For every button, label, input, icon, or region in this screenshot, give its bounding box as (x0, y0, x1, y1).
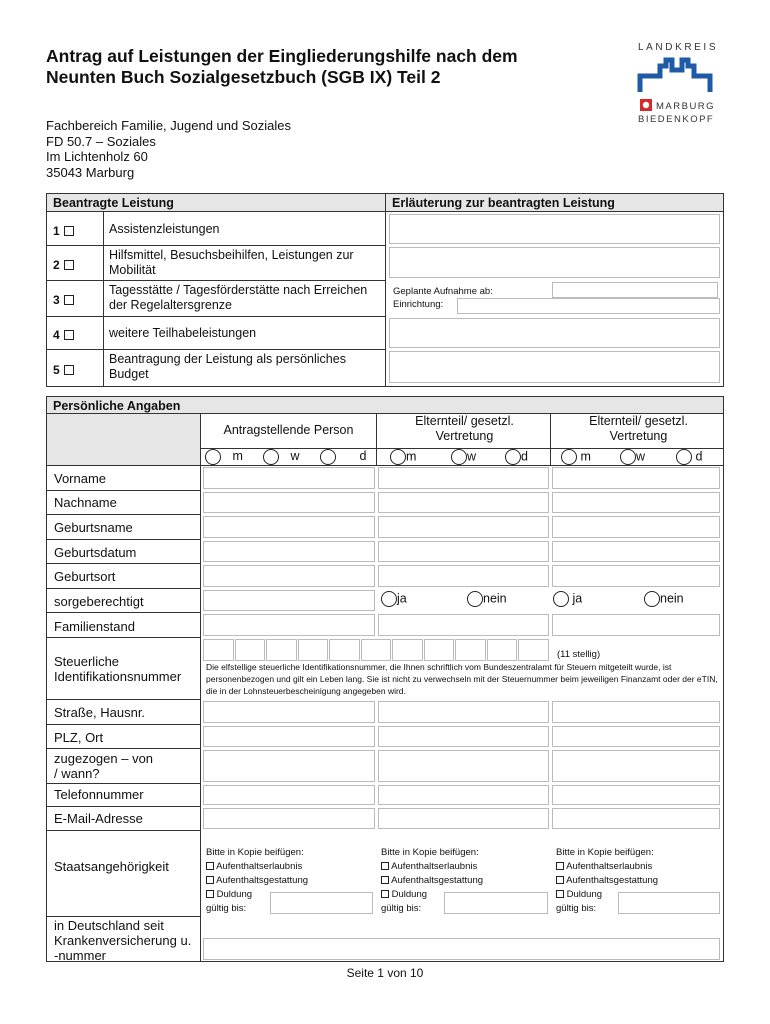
label-nachname: Nachname (54, 495, 117, 510)
geburtsort-input-2[interactable] (378, 565, 549, 587)
gender-label: m (406, 449, 417, 464)
radio[interactable] (644, 591, 660, 607)
logo-line1: MARBURG (656, 101, 716, 112)
email-input-1[interactable] (203, 808, 375, 829)
ja-label: ja (397, 591, 407, 606)
geburtsname-input-1[interactable] (203, 516, 375, 538)
leistung-table (46, 193, 724, 387)
ja-label: ja (572, 591, 583, 606)
gender-label: w (467, 449, 477, 464)
checkbox[interactable] (381, 890, 389, 898)
radio[interactable] (390, 449, 406, 465)
title-line-2: Neunten Buch Sozialgesetzbuch (SGB IX) Teil 2 (46, 67, 441, 87)
label-geburtsort: Geburtsort (54, 569, 116, 584)
label-geburtsdatum: Geburtsdatum (54, 545, 137, 560)
erlaeuterung-input-4[interactable] (389, 318, 720, 348)
leistung-row-5-label: Beantragung der Leistung als persönliches Budget (109, 352, 346, 381)
logo-top-text: LANDKREIS (638, 42, 719, 53)
digit-box[interactable] (518, 639, 549, 661)
sorge-ja-2[interactable] (381, 591, 407, 607)
aufenthaltserlaubnis-option[interactable] (206, 860, 308, 874)
leistung-header-left: Beantragte Leistung (47, 194, 385, 211)
plz-input-2[interactable] (378, 726, 549, 747)
logo-line2: BIEDENKOPF (638, 114, 715, 125)
vorname-input-1[interactable] (203, 467, 375, 489)
persoenlich-header: Persönliche Angaben (47, 397, 723, 413)
plz-input-1[interactable] (203, 726, 375, 747)
vorname-input-2[interactable] (378, 467, 549, 489)
strasse-input-2[interactable] (378, 701, 549, 723)
checkbox[interactable] (64, 365, 74, 375)
address-line: FD 50.7 – Soziales (46, 133, 156, 149)
email-input-3[interactable] (552, 808, 720, 829)
digit-box[interactable] (424, 639, 455, 661)
geburtsname-input-2[interactable] (378, 516, 549, 538)
gender-w-3[interactable] (620, 449, 645, 465)
address-block (46, 118, 291, 180)
stellig-hint: (11 stellig) (557, 649, 601, 660)
checkbox[interactable] (556, 890, 564, 898)
checkbox[interactable] (64, 226, 74, 236)
label-strasse: Straße, Hausnr. (54, 705, 146, 720)
col-elternteil-2: Elternteil/ gesetzl. Vertretung (589, 414, 688, 443)
leistung-row-1-label: Assistenzleistungen (109, 222, 220, 236)
geburtsort-input-1[interactable] (203, 565, 375, 587)
gender-label: m (232, 449, 243, 464)
nachname-input-3[interactable] (552, 492, 720, 513)
gueltig-input-2[interactable] (444, 892, 548, 914)
nachname-input-2[interactable] (378, 492, 549, 513)
digit-box[interactable] (392, 639, 423, 661)
gender-d-3[interactable] (676, 449, 702, 465)
leistung-header-right: Erläuterung zur beantragten Leistung (385, 194, 723, 211)
gender-d-1[interactable] (320, 449, 366, 465)
email-input-2[interactable] (378, 808, 549, 829)
strasse-input-3[interactable] (552, 701, 720, 723)
zugezogen-input-2[interactable] (378, 750, 549, 782)
nein-label: nein (660, 591, 684, 606)
sorge-nein-2[interactable] (467, 591, 507, 607)
gender-m-3[interactable] (561, 449, 591, 465)
checkbox[interactable] (64, 330, 74, 340)
gender-m-1[interactable] (205, 449, 243, 465)
geburtsdatum-input-3[interactable] (552, 541, 720, 562)
label-krankenversicherung: Krankenversicherung u. -nummer (54, 933, 192, 963)
aufenthaltserlaubnis-option[interactable] (556, 860, 658, 874)
row-number: 1 (53, 224, 60, 238)
radio[interactable] (451, 449, 467, 465)
title-line-1: Antrag auf Leistungen der Eingliederungshilfe nach dem (46, 46, 518, 66)
gender-label: m (580, 449, 591, 464)
gender-label: d (695, 449, 703, 464)
address-line: Fachbereich Familie, Jugend und Soziales (46, 118, 291, 133)
sorge-input-1[interactable] (203, 590, 375, 611)
geburtsort-input-3[interactable] (552, 565, 720, 587)
krankenversicherung-input[interactable] (203, 938, 720, 960)
gender-m-2[interactable] (390, 449, 416, 465)
digit-box[interactable] (235, 639, 266, 661)
aufenthaltserlaubnis-option[interactable] (381, 860, 483, 874)
checkbox[interactable] (64, 295, 74, 305)
leistung-row-5-check[interactable] (53, 361, 74, 379)
label-familienstand: Familienstand (54, 619, 135, 634)
familienstand-input-2[interactable] (378, 614, 549, 636)
label-geburtsname: Geburtsname (54, 520, 133, 535)
checkbox[interactable] (206, 890, 214, 898)
telefon-input-1[interactable] (203, 785, 375, 805)
kopie-label: Bitte in Kopie beifügen: (206, 847, 304, 858)
label-seit: in Deutschland seit (54, 918, 164, 933)
leistung-row-1-check[interactable] (53, 222, 74, 240)
label-email: E-Mail-Adresse (54, 811, 143, 826)
digit-box[interactable] (298, 639, 329, 661)
kopie-label: Bitte in Kopie beifügen: (381, 847, 479, 858)
option-label: Aufenthaltsgestattung (566, 875, 659, 886)
familienstand-input-3[interactable] (552, 614, 720, 636)
page-number: Seite 1 von 10 (346, 966, 424, 980)
label-plz-ort: PLZ, Ort (54, 730, 104, 745)
gueltig-label: gültig bis: (206, 903, 247, 914)
row-number: 5 (53, 363, 60, 377)
option-label: Aufenthaltsgestattung (391, 875, 484, 886)
steuer-id-boxes[interactable] (203, 639, 549, 661)
gueltig-input-1[interactable] (270, 892, 373, 914)
form-title (46, 46, 518, 88)
aufenthaltsgestattung-option[interactable] (206, 874, 308, 888)
einrichtung-label: Einrichtung: (393, 299, 444, 310)
leistung-row-2-check[interactable] (53, 256, 74, 274)
aufenthaltsgestattung-option[interactable] (381, 874, 483, 888)
telefon-input-2[interactable] (378, 785, 549, 805)
radio[interactable] (505, 449, 521, 465)
vorname-input-3[interactable] (552, 467, 720, 489)
label-sorgeberechtigt: sorgeberechtigt (54, 594, 144, 609)
gender-label: w (636, 449, 646, 464)
gender-d-2[interactable] (505, 449, 528, 465)
label-zugezogen: zugezogen – von / wann? (54, 751, 154, 781)
zugezogen-input-1[interactable] (203, 750, 375, 782)
option-label: Aufenthaltserlaubnis (391, 861, 478, 872)
option-label: Duldung (216, 889, 253, 900)
digit-box[interactable] (361, 639, 392, 661)
leistung-row-3-check[interactable] (53, 291, 74, 309)
address-line: 35043 Marburg (46, 164, 135, 180)
aufnahme-input[interactable] (552, 282, 718, 298)
radio[interactable] (205, 449, 221, 465)
option-label: Duldung (391, 889, 428, 900)
zugezogen-input-3[interactable] (552, 750, 720, 782)
option-label: Duldung (566, 889, 603, 900)
steuer-hint: Die elfstellige steuerliche Identifikationsnummer, die Ihnen schriftlich vom Bundeszentralamt für Steuern mitgeteilt wurde, ist personenbezogen und gilt ein Leben lang. Sie ist nicht zu verwechseln mit der Steuernummer beim jeweiligen Finanzamt oder der eTIN, die in der Lohnsteuerbescheinigung angegeben wird. (206, 662, 718, 696)
gueltig-label: gültig bis: (556, 903, 597, 914)
aufenthaltsgestattung-option[interactable] (556, 874, 658, 888)
landkreis-logo (636, 42, 736, 132)
label-staatsangehoerigkeit: Staatsangehörigkeit (54, 859, 169, 874)
radio[interactable] (381, 591, 397, 607)
einrichtung-input[interactable] (457, 298, 720, 314)
leistung-row-2-label: Hilfsmittel, Besuchsbeihilfen, Leistungen zur Mobilität (109, 248, 354, 277)
gueltig-input-3[interactable] (618, 892, 720, 914)
digit-box[interactable] (329, 639, 360, 661)
geburtsdatum-input-1[interactable] (203, 541, 375, 562)
label-telefon: Telefonnummer (54, 787, 144, 802)
digit-box[interactable] (203, 639, 234, 661)
row-number: 4 (53, 328, 60, 342)
familienstand-input-1[interactable] (203, 614, 375, 636)
nachname-input-1[interactable] (203, 492, 375, 513)
erlaeuterung-input-1[interactable] (389, 214, 720, 244)
aufnahme-label: Geplante Aufnahme ab: (393, 286, 493, 297)
radio[interactable] (561, 449, 577, 465)
checkbox[interactable] (381, 862, 389, 870)
nein-label: nein (483, 591, 507, 606)
option-label: Aufenthaltsgestattung (216, 875, 309, 886)
radio[interactable] (467, 591, 483, 607)
radio[interactable] (320, 449, 336, 465)
digit-box[interactable] (455, 639, 486, 661)
checkbox[interactable] (556, 876, 564, 884)
sorge-nein-3[interactable] (644, 591, 684, 607)
telefon-input-3[interactable] (552, 785, 720, 805)
gender-label: w (290, 449, 300, 464)
address-line: Im Lichtenholz 60 (46, 149, 148, 164)
row-number: 3 (53, 293, 60, 307)
row-number: 2 (53, 258, 60, 272)
geburtsname-input-3[interactable] (552, 516, 720, 538)
persoenliche-angaben-table (46, 396, 724, 962)
option-label: Aufenthaltserlaubnis (216, 861, 303, 872)
radio[interactable] (263, 449, 279, 465)
erlaeuterung-input-2[interactable] (389, 247, 720, 278)
gender-w-2[interactable] (451, 449, 476, 465)
landkreis-shield-icon (636, 56, 716, 96)
checkbox[interactable] (206, 862, 214, 870)
leistung-row-4-label: weitere Teilhabeleistungen (109, 326, 257, 340)
radio[interactable] (676, 449, 692, 465)
gueltig-label: gültig bis: (381, 903, 422, 914)
kopie-label: Bitte in Kopie beifügen: (556, 847, 654, 858)
digit-box[interactable] (487, 639, 518, 661)
label-steuer-id: Steuerliche Identifikationsnummer (54, 654, 182, 684)
geburtsdatum-input-2[interactable] (378, 541, 549, 562)
checkbox[interactable] (64, 260, 74, 270)
digit-box[interactable] (266, 639, 297, 661)
checkbox[interactable] (556, 862, 564, 870)
label-vorname: Vorname (54, 471, 107, 486)
plz-input-3[interactable] (552, 726, 720, 747)
option-label: Aufenthaltserlaubnis (566, 861, 653, 872)
leistung-row-3-label: Tagesstätte / Tagesförderstätte nach Erreichen der Regelaltersgrenze (109, 283, 368, 312)
gender-label: d (521, 449, 528, 464)
col-antragsteller: Antragstellende Person (223, 423, 354, 437)
gender-w-1[interactable] (263, 449, 300, 465)
marburg-emblem-icon (640, 99, 652, 111)
checkbox[interactable] (206, 876, 214, 884)
gender-label: d (359, 449, 367, 464)
checkbox[interactable] (381, 876, 389, 884)
radio[interactable] (553, 591, 569, 607)
col-elternteil-1: Elternteil/ gesetzl. Vertretung (415, 414, 514, 443)
sorge-ja-3[interactable] (553, 591, 582, 607)
strasse-input-1[interactable] (203, 701, 375, 723)
erlaeuterung-input-5[interactable] (389, 351, 720, 383)
leistung-row-4-check[interactable] (53, 326, 74, 344)
radio[interactable] (620, 449, 636, 465)
